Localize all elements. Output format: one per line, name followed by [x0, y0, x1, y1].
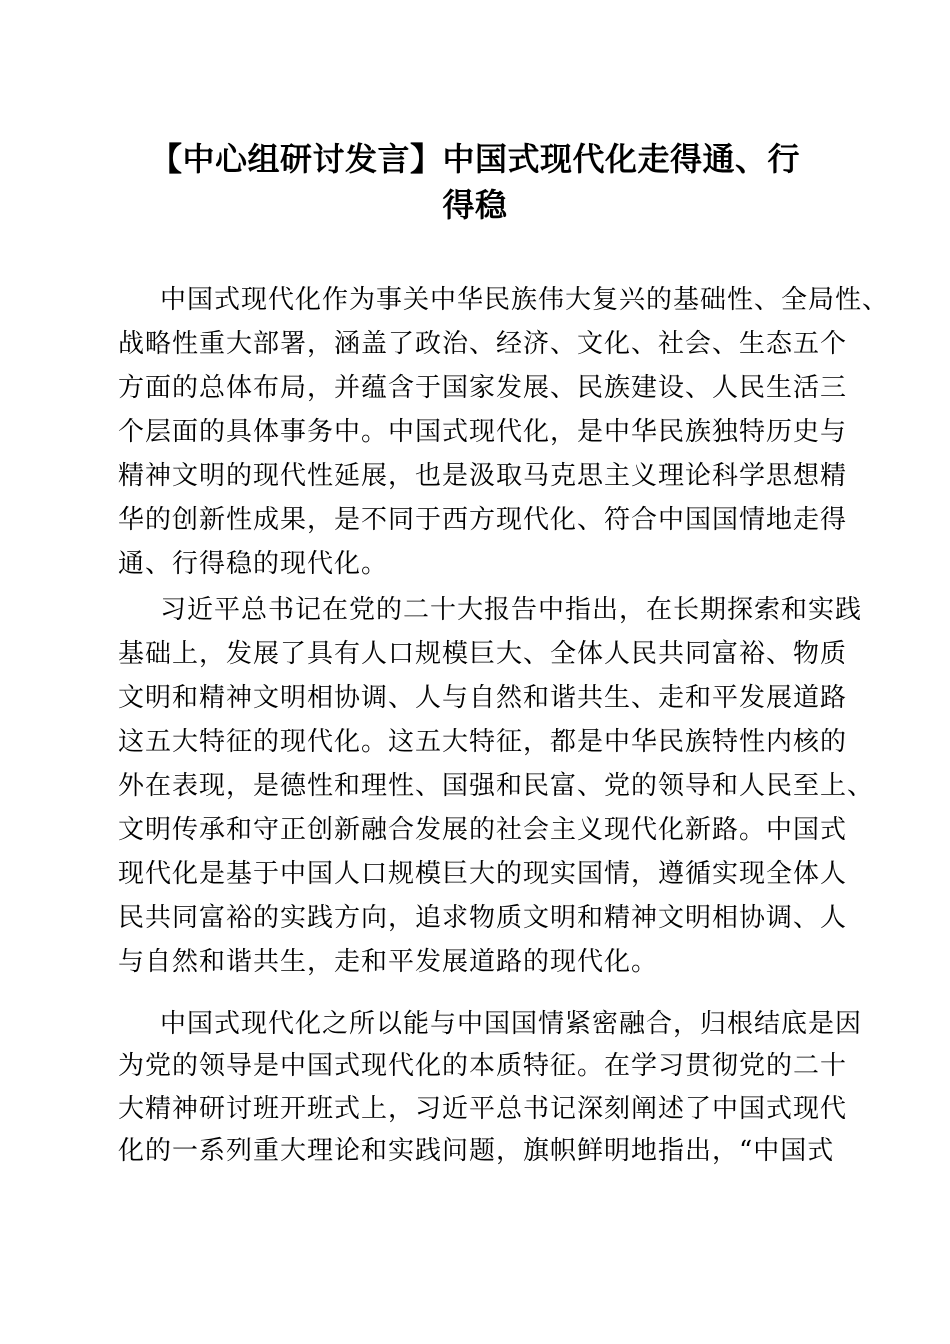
text-line: 为党的领导是中国式现代化的本质特征。在学习贯彻党的二十: [118, 1051, 848, 1082]
text-line: 中国式现代化作为事关中华民族伟大复兴的基础性、全局性、: [160, 285, 890, 315]
paragraph-2: [118, 588, 875, 984]
text-line: 习近平总书记在党的二十大报告中指出，在长期探索和实践: [160, 595, 863, 625]
text-line: 大精神研讨班开班式上，习近平总书记深刻阐述了中国式现代: [118, 1093, 848, 1124]
text-line: 与自然和谐共生，走和平发展道路的现代化。: [118, 947, 659, 977]
text-line: 现代化是基于中国人口规模巨大的现实国情，遵循实现全体人: [118, 859, 848, 889]
text-line: 方面的总体布局，并蕴含于国家发展、民族建设、人民生活三: [118, 373, 848, 403]
title-line-2: 得稳: [442, 186, 508, 224]
text-line: 个层面的具体事务中。中国式现代化，是中华民族独特历史与: [118, 417, 848, 447]
title-line-1: 【中心组研讨发言】中国式现代化走得通、行: [149, 140, 800, 178]
text-line: 通、行得稳的现代化。: [118, 549, 389, 579]
text-line: 民共同富裕的实践方向，追求物质文明和精神文明相协调、人: [118, 903, 848, 933]
paragraph-3: [118, 1003, 863, 1173]
text-line: 华的创新性成果，是不同于西方现代化、符合中国国情地走得: [118, 505, 848, 535]
text-line: 精神文明的现代性延展，也是汲取马克思主义理论科学思想精: [118, 461, 848, 491]
text-line: 化的一系列重大理论和实践问题，旗帜鲜明地指出，“中国式: [118, 1136, 835, 1167]
text-line: 基础上，发展了具有人口规模巨大、全体人民共同富裕、物质: [118, 639, 848, 669]
paragraph-1: [118, 278, 890, 586]
text-line: 文明传承和守正创新融合发展的社会主义现代化新路。中国式: [118, 815, 848, 845]
text-line: 这五大特征的现代化。这五大特征，都是中华民族特性内核的: [118, 727, 848, 757]
text-line: 外在表现，是德性和理性、国强和民富、党的领导和人民至上、: [118, 771, 875, 801]
document-title: [100, 136, 850, 228]
text-line: 战略性重大部署，涵盖了政治、经济、文化、社会、生态五个: [118, 329, 848, 359]
text-line: 中国式现代化之所以能与中国国情紧密融合，归根结底是因: [160, 1009, 863, 1039]
text-line: 文明和精神文明相协调、人与自然和谐共生、走和平发展道路: [118, 683, 848, 713]
